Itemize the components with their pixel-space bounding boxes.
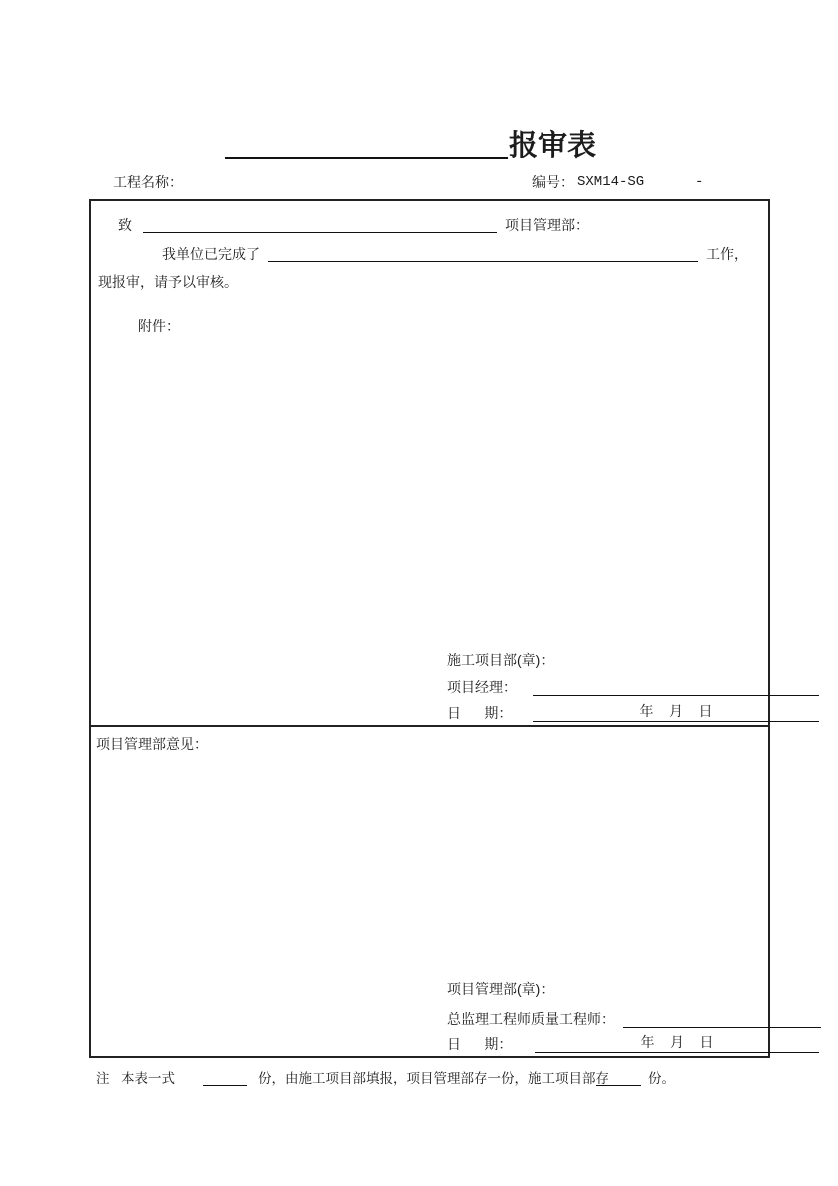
management-stamp-label: 项目管理部(章)：: [447, 981, 555, 997]
contractor-stamp-label: 施工项目部(章)：: [447, 652, 555, 668]
completed-suffix: 工作，: [706, 246, 748, 262]
management-opinion-label: 项目管理部意见：: [96, 736, 208, 752]
management-date-blank[interactable]: 年 月 日: [535, 1033, 819, 1053]
note-part1: 本表一式: [121, 1071, 175, 1086]
code-label: 编号：: [532, 174, 574, 190]
project-name-label: 工程名称：: [113, 174, 183, 190]
project-manager-label: 项目经理：: [447, 679, 517, 695]
management-date-label: 日 期：: [447, 1036, 513, 1052]
to-dept-label: 项目管理部：: [505, 217, 589, 233]
completed-prefix: 我单位已完成了: [162, 246, 260, 262]
attachment-label: 附件：: [138, 318, 180, 334]
completed-blank[interactable]: [268, 243, 698, 262]
contractor-date-label: 日 期：: [447, 705, 513, 721]
note-part3: 份。: [648, 1071, 675, 1086]
code-value: SXM14-SG: [577, 174, 645, 190]
to-blank[interactable]: [143, 214, 497, 233]
to-label: 致: [118, 217, 132, 233]
contractor-date-blank[interactable]: 年 月 日: [533, 702, 819, 722]
page-title: 报审表: [509, 130, 597, 162]
submit-review-line: 现报审，请予以审核。: [98, 274, 238, 290]
chief-engineer-label: 总监理工程师质量工程师：: [447, 1011, 615, 1027]
form-body-box: [89, 199, 770, 1058]
code-dash: -: [695, 174, 704, 190]
chief-engineer-blank[interactable]: [623, 1008, 821, 1028]
form-title-blank[interactable]: [225, 132, 508, 159]
project-manager-blank[interactable]: [533, 676, 819, 696]
note-copies2-blank[interactable]: [596, 1069, 641, 1086]
section-divider: [91, 725, 768, 727]
note-label: 注: [96, 1071, 110, 1086]
note-copies1-blank[interactable]: [203, 1069, 247, 1086]
note-part2: 份，由施工项目部填报，项目管理部存一份，施工项目部存: [258, 1071, 609, 1086]
